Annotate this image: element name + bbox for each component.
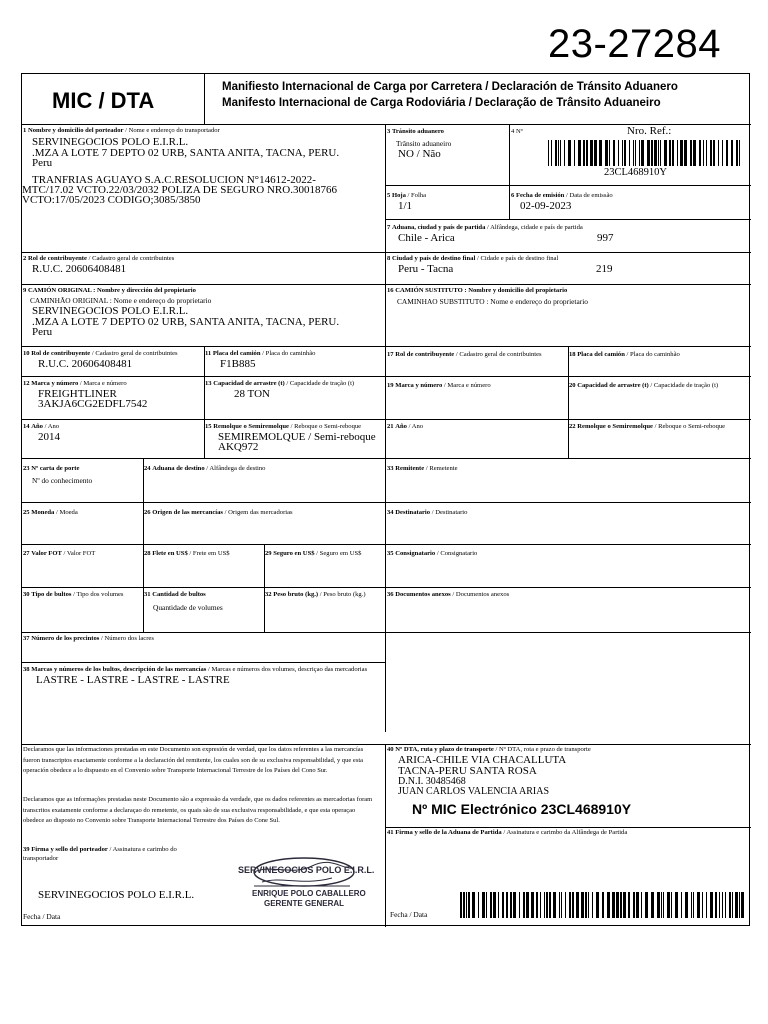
field-12-label: 12 Marca y número / Marca e número	[23, 380, 127, 387]
truck-owner-country: Peru	[32, 326, 53, 338]
barcode-bar	[699, 140, 701, 166]
barcode-bar	[702, 892, 703, 918]
barcode-bar	[602, 892, 604, 918]
truck-plate: F1B885	[220, 358, 256, 370]
barcode-bar	[549, 892, 551, 918]
barcode-bar	[596, 892, 599, 918]
goods-description: LASTRE - LASTRE - LASTRE - LASTRE	[36, 674, 230, 686]
truck-year: 2014	[38, 431, 60, 443]
barcode-bar	[486, 892, 487, 918]
truck-brand: FREIGHTLINER	[38, 388, 117, 400]
barcode-bar	[531, 892, 534, 918]
barcode-bar	[654, 140, 657, 166]
seal-line-3: GERENTE GENERAL	[264, 899, 345, 908]
field-19-label: 19 Marca y número / Marca e número	[387, 382, 491, 389]
carrier-extra-3: VCTO:17/05/2023 CODIGO;3085/3850	[22, 194, 201, 206]
barcode-bar	[620, 892, 622, 918]
field-22-label: 22 Remolque o Semiremolque / Reboque o Semi-reboque	[569, 423, 726, 430]
field-16-label-pt: CAMINHAO SUBSTITUTO : Nome e endereço do proprietario	[397, 297, 588, 306]
barcode-bar	[612, 892, 615, 918]
field-6-label: 6 Fecha de emisión / Data de emissão	[511, 192, 613, 199]
field-41-label: 41 Firma y sello de la Aduana de Partida / Assinatura e carimbo da Alfândega de Partida	[387, 829, 628, 836]
document-number: 23-27284	[548, 22, 722, 66]
departure-customs: Chile - Arica	[398, 232, 455, 244]
driver-dni: D.N.I. 30485468	[398, 776, 466, 787]
barcode-bar	[658, 140, 659, 166]
form-title: MIC / DTA	[52, 88, 155, 113]
barcode-bar	[629, 140, 630, 166]
header-title-es: Manifiesto Internacional de Carga por Carretera / Declaración de Tránsito Aduanero	[222, 81, 678, 93]
barcode-bar	[736, 140, 738, 166]
barcode-bar	[641, 140, 644, 166]
customs-date-label: Fecha / Data	[390, 910, 428, 919]
barcode-bar	[633, 892, 635, 918]
field-25-label: 25 Moneda / Moeda	[23, 509, 78, 516]
barcode-bar	[703, 140, 704, 166]
barcode-bar	[671, 892, 672, 918]
barcode-bar	[523, 892, 525, 918]
barcode-top-text: 23CL468910Y	[604, 167, 667, 178]
carrier-country: Peru	[32, 157, 53, 169]
field-18-label: 18 Placa del camión / Placa do caminhão	[569, 351, 680, 358]
barcode-bar	[555, 140, 557, 166]
barcode-bar	[544, 892, 545, 918]
destination: Peru - Tacna	[398, 263, 454, 275]
barcode-bar	[581, 892, 584, 918]
barcode-bar	[735, 892, 738, 918]
field-40-label: 40 Nº DTA, ruta y plazo de transporte / Nº DTA, rota e prazo de transporte	[387, 746, 591, 753]
barcode-bottom	[460, 892, 746, 918]
field-35-label: 35 Consignatario / Consignatario	[387, 550, 478, 557]
carrier-extra-1: TRANFRIAS AGUAYO S.A.C.RESOLUCION N°14612-2022-	[32, 174, 316, 186]
barcode-bar	[572, 892, 574, 918]
truck-owner-name: SERVINEGOCIOS POLO E.I.R.L.	[32, 305, 189, 317]
barcode-bar	[722, 140, 723, 166]
barcode-bar	[559, 892, 560, 918]
barcode-bar	[585, 892, 587, 918]
field-3-label: 3 Tránsito aduanero	[387, 128, 444, 135]
route-line-1: ARICA-CHILE VIA CHACALLUTA	[398, 754, 567, 766]
departure-code: 997	[597, 232, 614, 244]
barcode-bar	[639, 140, 640, 166]
declaration-es: Declaramos que las informaciones prestadas en este Documento son expresión de verdad, que los datos referentes a las mercancías fueron transcriptos exactamente conforme a la declaración del remitente, los cuales son de su exclusiva responsabilidad, y que esta operación obedece a lo dispuesto en el Convenio sobre Transporte Internacional Terrestre de los Países del Cono Sur.	[23, 746, 364, 774]
barcode-bar	[468, 892, 470, 918]
barcode-bar	[558, 140, 559, 166]
barcode-bar	[664, 140, 667, 166]
barcode-bar	[651, 892, 654, 918]
barcode-bar	[592, 892, 593, 918]
barcode-bar	[576, 892, 579, 918]
barcode-bar	[607, 892, 610, 918]
field-3-label-pt: Trânsito aduaneiro	[396, 139, 452, 148]
barcode-bar	[586, 140, 588, 166]
barcode-bar	[697, 892, 700, 918]
barcode-bar	[660, 140, 661, 166]
field-21-label: 21 Año / Ano	[387, 423, 424, 430]
field-32-label: 32 Peso bruto (kg.) / Peso bruto (kg.)	[265, 591, 366, 598]
barcode-bar	[565, 892, 566, 918]
barcode-bar	[506, 892, 508, 918]
field-17-label: 17 Rol de contribuyente / Cadastro geral de contribuintes	[387, 351, 542, 358]
barcode-bar	[706, 140, 707, 166]
field-10-label: 10 Rol de contribuyente / Cadastro geral de contribuintes	[23, 350, 178, 357]
barcode-bar	[732, 892, 733, 918]
field-37-label: 37 Número de los precintos / Número dos lacres	[23, 635, 154, 642]
field-1-label: 1 Nombre y domicilio del porteador / Nome e endereço do transportador	[23, 127, 220, 134]
barcode-bar	[633, 140, 634, 166]
barcode-bar	[710, 140, 712, 166]
owner-ruc: R.U.C. 20606408481	[38, 358, 133, 370]
destination-code: 219	[596, 263, 613, 275]
field-7-label: 7 Aduana, ciudad y país de partida / Alfândega, cidade e país de partida	[387, 224, 583, 231]
barcode-bar	[647, 140, 650, 166]
route-line-2: TACNA-PERU SANTA ROSA	[398, 765, 537, 777]
barcode-bar	[669, 140, 671, 166]
barcode-bar	[661, 892, 662, 918]
truck-owner-address: .MZA A LOTE 7 DEPTO 02 URB, SANTA ANITA, TACNA, PERU.	[32, 316, 340, 328]
field-14-label: 14 Año / Ano	[23, 423, 60, 430]
barcode-bar	[546, 892, 548, 918]
field-4-label: 4 Nº	[511, 128, 523, 135]
field-11-label: 11 Placa del camión / Placa do caminhão	[205, 350, 316, 357]
barcode-bar	[466, 892, 467, 918]
barcode-bar	[651, 140, 653, 166]
barcode-bar	[690, 140, 692, 166]
barcode-bar	[605, 140, 608, 166]
barcode-bar	[513, 892, 516, 918]
barcode-bar	[667, 892, 670, 918]
barcode-bar	[502, 892, 504, 918]
barcode-bar	[561, 892, 562, 918]
barcode-bar	[636, 892, 639, 918]
field-23-label-pt: Nº do conhecimento	[32, 476, 93, 485]
barcode-bar	[726, 140, 728, 166]
field-27-label: 27 Valor FOT / Valor FOT	[23, 550, 96, 557]
barcode-bar	[594, 140, 597, 166]
barcode-bar	[684, 140, 687, 166]
barcode-bar	[713, 140, 715, 166]
barcode-top	[548, 140, 744, 166]
trailer-type: SEMIREMOLQUE / Semi-reboque	[218, 431, 376, 443]
barcode-bar	[578, 140, 581, 166]
barcode-bar	[725, 892, 726, 918]
barcode-bar	[599, 140, 602, 166]
barcode-bar	[510, 892, 512, 918]
seal-line-1: SERVINEGOCIOS POLO E.I.R.L.	[238, 865, 374, 875]
barcode-bar	[739, 140, 740, 166]
barcode-bar	[722, 892, 723, 918]
barcode-bar	[729, 892, 731, 918]
barcode-bar	[677, 140, 678, 166]
trailer-plate: AKQ972	[218, 441, 259, 453]
barcode-bar	[715, 892, 717, 918]
seal-line-2: ENRIQUE POLO CABALLERO	[252, 889, 366, 898]
truck-vin: 3AKJA6CG2EDFL7542	[38, 398, 148, 410]
field-28-label: 28 Flete en US$ / Frete em US$	[144, 550, 230, 557]
barcode-bar	[564, 140, 565, 166]
barcode-bar	[641, 892, 642, 918]
barcode-bar	[560, 140, 561, 166]
declaration-pt: Declaramos que as informações prestadas neste Documento são a expressão da verdade, que os dados referentes as mercadorias foram transcritos exatamente conforme a declaraçao do remetente, os quais são de sua exclusiva responsabilidade, e que esta operaçao obedece ao disposto no Convenio sobre Transporte Internacional Terrestre dos Países do Cone Sul.	[23, 796, 373, 824]
barcode-bar	[519, 892, 520, 918]
customs-transit-value: NO / Não	[398, 148, 441, 160]
barcode-bar	[536, 892, 538, 918]
barcode-bar	[569, 892, 571, 918]
field-31-label: 31 Cantidad de bultos	[144, 591, 206, 598]
barcode-bar	[588, 892, 589, 918]
barcode-bar	[739, 892, 740, 918]
barcode-bar	[741, 892, 744, 918]
barcode-bar	[680, 140, 683, 166]
barcode-bar	[574, 140, 575, 166]
barcode-bar	[490, 892, 492, 918]
field-31-label-pt: Quantidade de volumes	[153, 603, 223, 612]
carrier-date-label: Fecha / Data	[23, 912, 61, 921]
barcode-bar	[548, 140, 549, 166]
sheet-value: 1/1	[398, 200, 413, 212]
barcode-bar	[657, 892, 660, 918]
barcode-bar	[719, 892, 720, 918]
ref-label: Nro. Ref.:	[627, 125, 672, 137]
barcode-bar	[706, 892, 707, 918]
barcode-bar	[718, 140, 719, 166]
field-26-label: 26 Origen de las mercancías / Origem das mercadorias	[144, 509, 293, 516]
field-30-label: 30 Tipo de bultos / Tipo dos volumes	[23, 591, 124, 598]
carrier-name: SERVINEGOCIOS POLO E.I.R.L.	[32, 136, 189, 148]
barcode-bar	[685, 892, 688, 918]
barcode-bar	[498, 892, 499, 918]
field-9-label-pt: CAMINHÃO ORIGINAL : Nome e endereço do proprietario	[30, 296, 212, 305]
barcode-bar	[551, 140, 552, 166]
barcode-bar	[663, 892, 664, 918]
barcode-bar	[675, 892, 678, 918]
barcode-bar	[526, 892, 529, 918]
barcode-bar	[693, 892, 694, 918]
barcode-bar	[460, 892, 462, 918]
barcode-bar	[613, 140, 615, 166]
field-2-label: 2 Rol de contribuyente / Cadastro geral de contribuintes	[23, 255, 175, 262]
mic-electronic-number: Nº MIC Electrónico 23CL468910Y	[412, 801, 632, 817]
field-13-label: 13 Capacidad de arrastre (t) / Capacidade de tração (t)	[205, 380, 355, 387]
field-15-label: 15 Remolque o Semiremolque / Reboque o Semi-reboque	[205, 423, 362, 430]
field-29-label: 29 Seguro en US$ / Seguro em US$	[265, 550, 362, 557]
carrier-extra-2: MTC/17.02 VCTO.22/03/2032 POLIZA DE SEGURO NRO.30018766	[22, 184, 337, 196]
barcode-bar	[622, 140, 623, 166]
towing-capacity: 28 TON	[234, 388, 270, 400]
field-8-label: 8 Ciudad y país de destino final / Cidade e país de destino final	[387, 255, 559, 262]
barcode-bar	[731, 140, 733, 166]
field-39-label: 39 Firma y sello del porteador / Assinatura e carimbo do transportador	[23, 846, 177, 862]
field-36-label: 36 Documentos anexos / Documentos anexos	[387, 591, 510, 598]
barcode-bar	[635, 140, 636, 166]
barcode-bar	[691, 892, 692, 918]
barcode-bar	[493, 892, 496, 918]
field-24-label: 24 Aduana de destino / Alfândega de destino	[144, 465, 266, 472]
barcode-bar	[540, 892, 541, 918]
barcode-bar	[623, 892, 626, 918]
field-38-label: 38 Marcas y números de los bultos, descripción de las mercancías / Marcas e números dos volumes, descriçao das mercadorias	[23, 666, 368, 673]
barcode-bar	[693, 140, 696, 166]
barcode-bar	[463, 892, 465, 918]
carrier-address: .MZA A LOTE 7 DEPTO 02 URB, SANTA ANITA, TACNA, PERU.	[32, 147, 340, 159]
barcode-bar	[583, 140, 585, 166]
barcode-bar	[482, 892, 485, 918]
carrier-ruc: R.U.C. 20606408481	[32, 263, 127, 275]
barcode-bar	[590, 140, 593, 166]
barcode-bar	[616, 892, 619, 918]
barcode-bar	[568, 140, 571, 166]
barcode-bar	[672, 140, 674, 166]
barcode-bar	[681, 892, 682, 918]
barcode-bar	[618, 140, 619, 166]
header-title-pt: Manifesto Internacional de Carga Rodoviária / Declaração de Trânsito Aduaneiro	[222, 97, 661, 109]
barcode-bar	[472, 892, 475, 918]
barcode-bar	[624, 140, 626, 166]
driver-name: JUAN CARLOS VALENCIA ARIAS	[398, 786, 550, 797]
barcode-bar	[609, 140, 610, 166]
barcode-bar	[628, 892, 630, 918]
field-34-label: 34 Destinatario / Destinatario	[387, 509, 468, 516]
barcode-bar	[645, 892, 648, 918]
field-23-label: 23 Nº carta de porte	[23, 465, 80, 472]
barcode-bar	[710, 892, 713, 918]
field-16-label: 16 CAMIÓN SUSTITUTO : Nombre y domicilio del propietario	[387, 287, 568, 294]
company-seal-stamp	[232, 852, 374, 912]
carrier-signature-name: SERVINEGOCIOS POLO E.I.R.L.	[38, 889, 195, 901]
barcode-bar	[478, 892, 479, 918]
field-33-label: 33 Remitente / Remetente	[387, 465, 458, 472]
field-9-label: 9 CAMIÓN ORIGINAL : Nombre y dirección del propietario	[23, 287, 196, 294]
barcode-bar	[553, 892, 556, 918]
field-20-label: 20 Capacidad de arrastre (t) / Capacidade de tração (t)	[569, 382, 719, 389]
field-5-label: 5 Hoja / Folha	[387, 192, 427, 199]
issue-date: 02-09-2023	[520, 200, 572, 212]
